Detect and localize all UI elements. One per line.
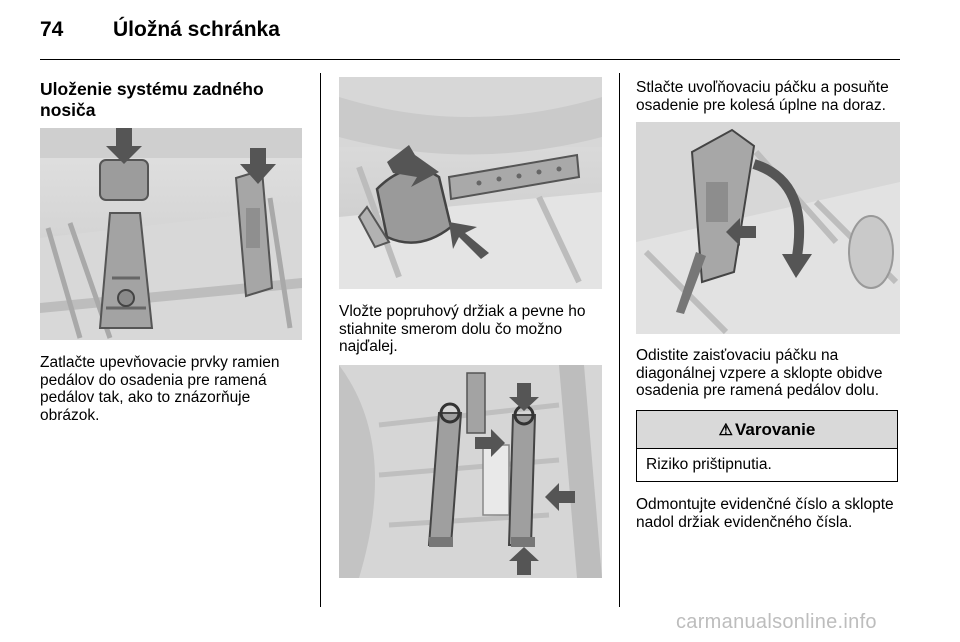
figure-pedal-arm-mounts: [40, 128, 302, 340]
warning-header: [637, 411, 897, 449]
instruction-paragraph-5: Odmontujte evidenčné číslo a sklopte nadol držiak evidenčného čísla.: [636, 496, 894, 531]
instruction-paragraph-2: Vložte popruhový držiak a pevne ho stiahnite smerom dolu čo možno najďalej.: [339, 303, 586, 355]
header-rule: [40, 59, 900, 60]
page-header: [40, 14, 900, 62]
section-heading: Uloženie systému zadného nosiča: [40, 79, 264, 120]
instruction-paragraph-4: Odistite zaisťovaciu páčku na diagonálnej vzpere a sklopte obidve osadenia pre ramená pedálov dolu.: [636, 347, 883, 399]
figure-wheel-mount-release: [636, 122, 900, 334]
instruction-paragraph-3: Stlačte uvoľňovaciu páčku a posuňte osadenie pre kolesá úplne na doraz.: [636, 79, 889, 114]
warning-icon: ⚠: [718, 421, 733, 439]
page-number: 74: [40, 18, 64, 41]
column-divider-1: [320, 73, 321, 607]
warning-title: Varovanie: [735, 419, 816, 439]
figure-strap-holder: [339, 77, 602, 289]
page-title: Úložná schránka: [113, 18, 280, 41]
watermark: carmanualsonline.info: [676, 611, 877, 633]
warning-text: Riziko prištipnutia.: [646, 456, 772, 473]
warning-box: [636, 410, 898, 482]
instruction-paragraph-1: Zatlačte upevňovacie prvky ramien pedálov do osadenia pre ramená pedálov tak, ako to znázorňuje obrázok.: [40, 354, 280, 424]
column-divider-2: [619, 73, 620, 607]
figure-pedal-arm-holders: [339, 365, 602, 578]
